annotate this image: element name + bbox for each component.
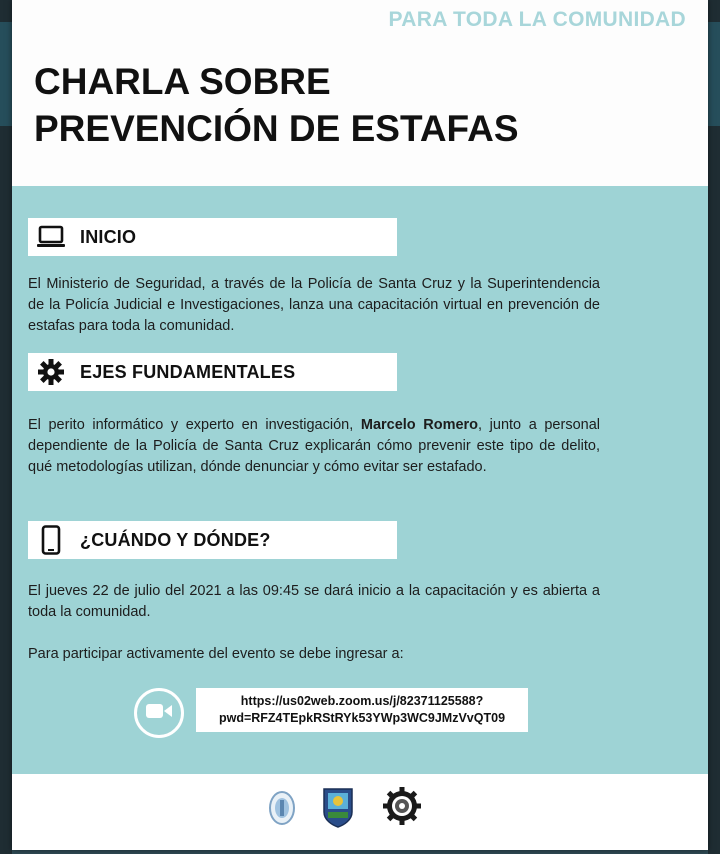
gear-icon	[28, 353, 74, 391]
title-line-1: CHARLA SOBRE	[34, 61, 331, 102]
section-title-ejes: EJES FUNDAMENTALES	[80, 361, 296, 382]
paragraph-cuando: El jueves 22 de julio del 2021 a las 09:45 se dará inicio a la capacitación y es abierta a toda la comunidad.	[28, 583, 600, 620]
poster-kicker: PARA TODA LA COMUNIDAD	[388, 8, 686, 31]
poster-body	[12, 186, 708, 774]
paragraph-ejes	[28, 415, 600, 478]
right-dark-strip	[708, 0, 720, 854]
event-poster	[12, 0, 708, 850]
zoom-link[interactable]	[196, 688, 528, 732]
section-header-ejes	[28, 353, 397, 391]
police-shield-logo	[322, 786, 354, 833]
ejes-text-before: El perito informático y experto en investigación,	[28, 417, 361, 433]
poster-footer	[12, 774, 708, 850]
poster-header	[12, 0, 708, 186]
zoom-url-line-1: https://us02web.zoom.us/j/82371125588?	[240, 694, 484, 708]
zoom-url-line-2: pwd=RFZ4TEpkRStRYk53YWp3WC9JMzVvQT09	[218, 711, 506, 725]
section-header-cuando	[28, 521, 397, 559]
provincial-seal-logo	[268, 790, 296, 831]
smartphone-icon	[28, 521, 74, 559]
paragraph-inicio: El Ministerio de Seguridad, a través de la Policía de Santa Cruz y la Superintendencia de la Policía Judicial e Investigaciones, lanza una capacitación virtual en prevención de estafas para toda la comunidad.	[28, 276, 600, 334]
paragraph-participate: Para participar activamente del evento se debe ingresar a:	[28, 646, 404, 662]
left-dark-strip	[0, 0, 12, 854]
gear-emblem-logo	[382, 786, 422, 831]
ejes-speaker-name: Marcelo Romero	[360, 417, 479, 433]
section-header-inicio	[28, 218, 397, 256]
title-line-2: PREVENCIÓN DE ESTAFAS	[34, 108, 519, 149]
zoom-button[interactable]	[134, 688, 184, 738]
ejes-text-after: , junto a personal dependiente de la Policía de Santa Cruz explicarán cómo prevenir este tipo de delito, qué metodologías utilizan, dónde denunciar y cómo evitar ser estafado.	[28, 417, 600, 475]
poster-title	[34, 58, 519, 152]
section-title-cuando: ¿CUÁNDO Y DÓNDE?	[80, 529, 271, 550]
section-title-inicio: INICIO	[80, 226, 137, 247]
video-camera-icon	[145, 702, 173, 725]
laptop-icon	[28, 218, 74, 256]
